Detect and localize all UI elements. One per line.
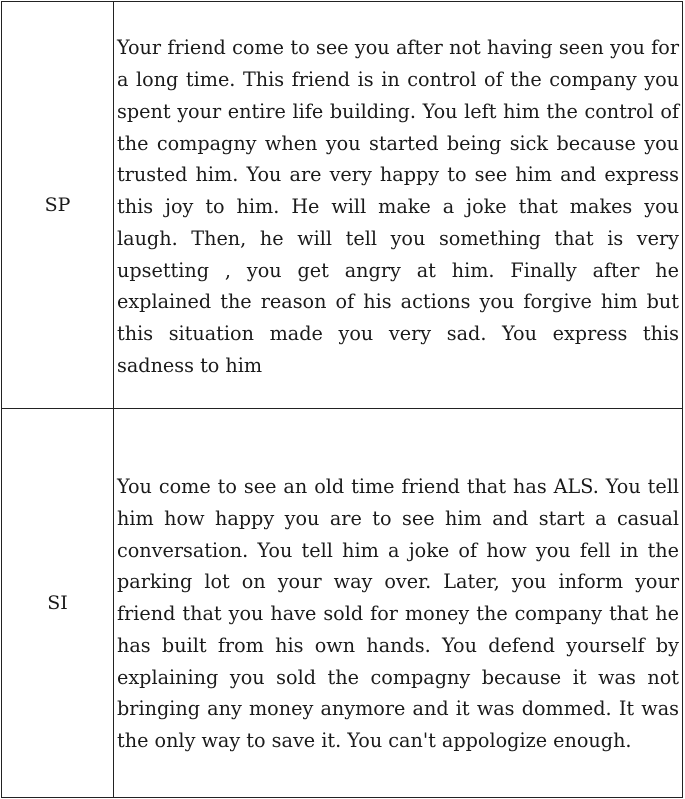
scenario-text: You come to see an old time friend that has ALS. You tell him how happy you are to see him and start a casual conversation. You tell him a joke of how you fell in the parking lot on your way over. Later, you inform your friend that you have sold for money the company that he has built from his own hands. You defend yourself by explaining you sold the compagny because it was not bringing any money anymore and it was dommed. It was the only way to save it. You can't appologize enough.: [117, 474, 679, 753]
table-row: [2, 2, 683, 409]
role-label-sp: SP: [2, 2, 114, 409]
scenario-description-sp: [114, 2, 683, 409]
scenario-table: [1, 1, 683, 798]
role-label-si: SI: [2, 409, 114, 798]
scenario-text: Your friend come to see you after not having seen you for a long time. This friend is in control of the company you spent your entire life building. You left him the control of the compagny when you started being sick because you trusted him. You are very happy to see him and express this joy to him. He will make a joke that makes you laugh. Then, he will tell you something that is very upsetting , you get angry at him. Finally after he explained the reason of his actions you forgive him but this situation made you very sad. You express this sadness to him: [117, 36, 679, 378]
table-row: [2, 409, 683, 798]
scenario-description-si: [114, 409, 683, 798]
